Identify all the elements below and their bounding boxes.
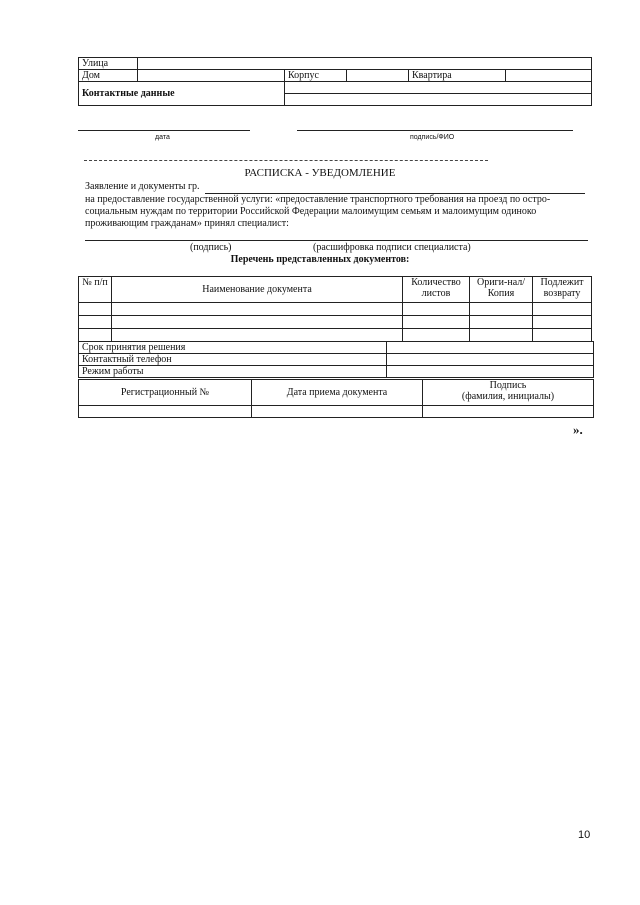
house-field[interactable] bbox=[138, 70, 285, 82]
decision-label: Срок принятия решения bbox=[79, 342, 387, 354]
receipt-title: РАСПИСКА - УВЕДОМЛЕНИЕ bbox=[244, 167, 396, 179]
date-received-field[interactable] bbox=[252, 406, 423, 418]
date-line bbox=[78, 130, 250, 131]
reg-number-field[interactable] bbox=[79, 406, 252, 418]
col-number: № п/п bbox=[79, 277, 112, 303]
signature-line bbox=[297, 130, 573, 131]
phone-label: Контактный телефон bbox=[79, 354, 387, 366]
signature-label: (подпись) bbox=[190, 242, 232, 253]
signature-header bbox=[423, 380, 594, 406]
building-label: Корпус bbox=[285, 70, 347, 82]
documents-list-title: Перечень представленных документов: bbox=[230, 254, 410, 265]
date-received-label: Дата приема документа bbox=[252, 380, 423, 406]
col-sheets: Количество листов bbox=[403, 277, 470, 303]
signature-caption: подпись/ФИО bbox=[410, 134, 455, 141]
street-field[interactable] bbox=[138, 58, 592, 70]
date-caption: дата bbox=[155, 134, 170, 141]
decode-label: (расшифровка подписи специалиста) bbox=[313, 242, 471, 253]
receipt-line-1: Заявление и документы гр. bbox=[85, 181, 200, 192]
apartment-field[interactable] bbox=[506, 70, 592, 82]
house-label: Дом bbox=[79, 70, 138, 82]
table-row[interactable] bbox=[79, 316, 592, 329]
table-row[interactable] bbox=[79, 329, 592, 342]
col-name: Наименование документа bbox=[112, 277, 403, 303]
schedule-label: Режим работы bbox=[79, 366, 387, 378]
signature-field[interactable] bbox=[423, 406, 594, 418]
col-original: Ориги-нал/Копия bbox=[470, 277, 533, 303]
receipt-line-3: социальным нуждам по территории Российской Федерации малоимущим семьям и малоимущим одиноко bbox=[85, 206, 537, 217]
street-label: Улица bbox=[79, 58, 138, 70]
address-table bbox=[78, 57, 592, 106]
col-return: Подлежит возврату bbox=[533, 277, 592, 303]
table-row[interactable] bbox=[79, 303, 592, 316]
signature-header-line-1: Подпись bbox=[489, 380, 527, 391]
schedule-field[interactable] bbox=[387, 366, 594, 378]
page-number: 10 bbox=[578, 829, 591, 841]
contacts-field[interactable] bbox=[285, 82, 592, 106]
phone-field[interactable] bbox=[387, 354, 594, 366]
documents-table bbox=[78, 276, 592, 342]
apartment-label: Квартира bbox=[409, 70, 506, 82]
receipt-line-4: проживающим гражданам» принял специалист: bbox=[85, 218, 289, 229]
receipt-line-2: на предоставление государственной услуги: «предоставление транспортного требования на проезд по остро- bbox=[85, 194, 551, 205]
specialist-line[interactable] bbox=[85, 240, 588, 241]
closing-mark: ». bbox=[573, 422, 583, 437]
building-field[interactable] bbox=[347, 70, 409, 82]
reg-number-label: Регистрационный № bbox=[79, 380, 252, 406]
contacts-label: Контактные данные bbox=[79, 82, 285, 106]
decision-field[interactable] bbox=[387, 342, 594, 354]
cut-line bbox=[84, 160, 488, 161]
info-table bbox=[78, 341, 594, 378]
signature-header-line-2: (фамилия, инициалы) bbox=[461, 391, 555, 402]
registration-table bbox=[78, 379, 594, 418]
